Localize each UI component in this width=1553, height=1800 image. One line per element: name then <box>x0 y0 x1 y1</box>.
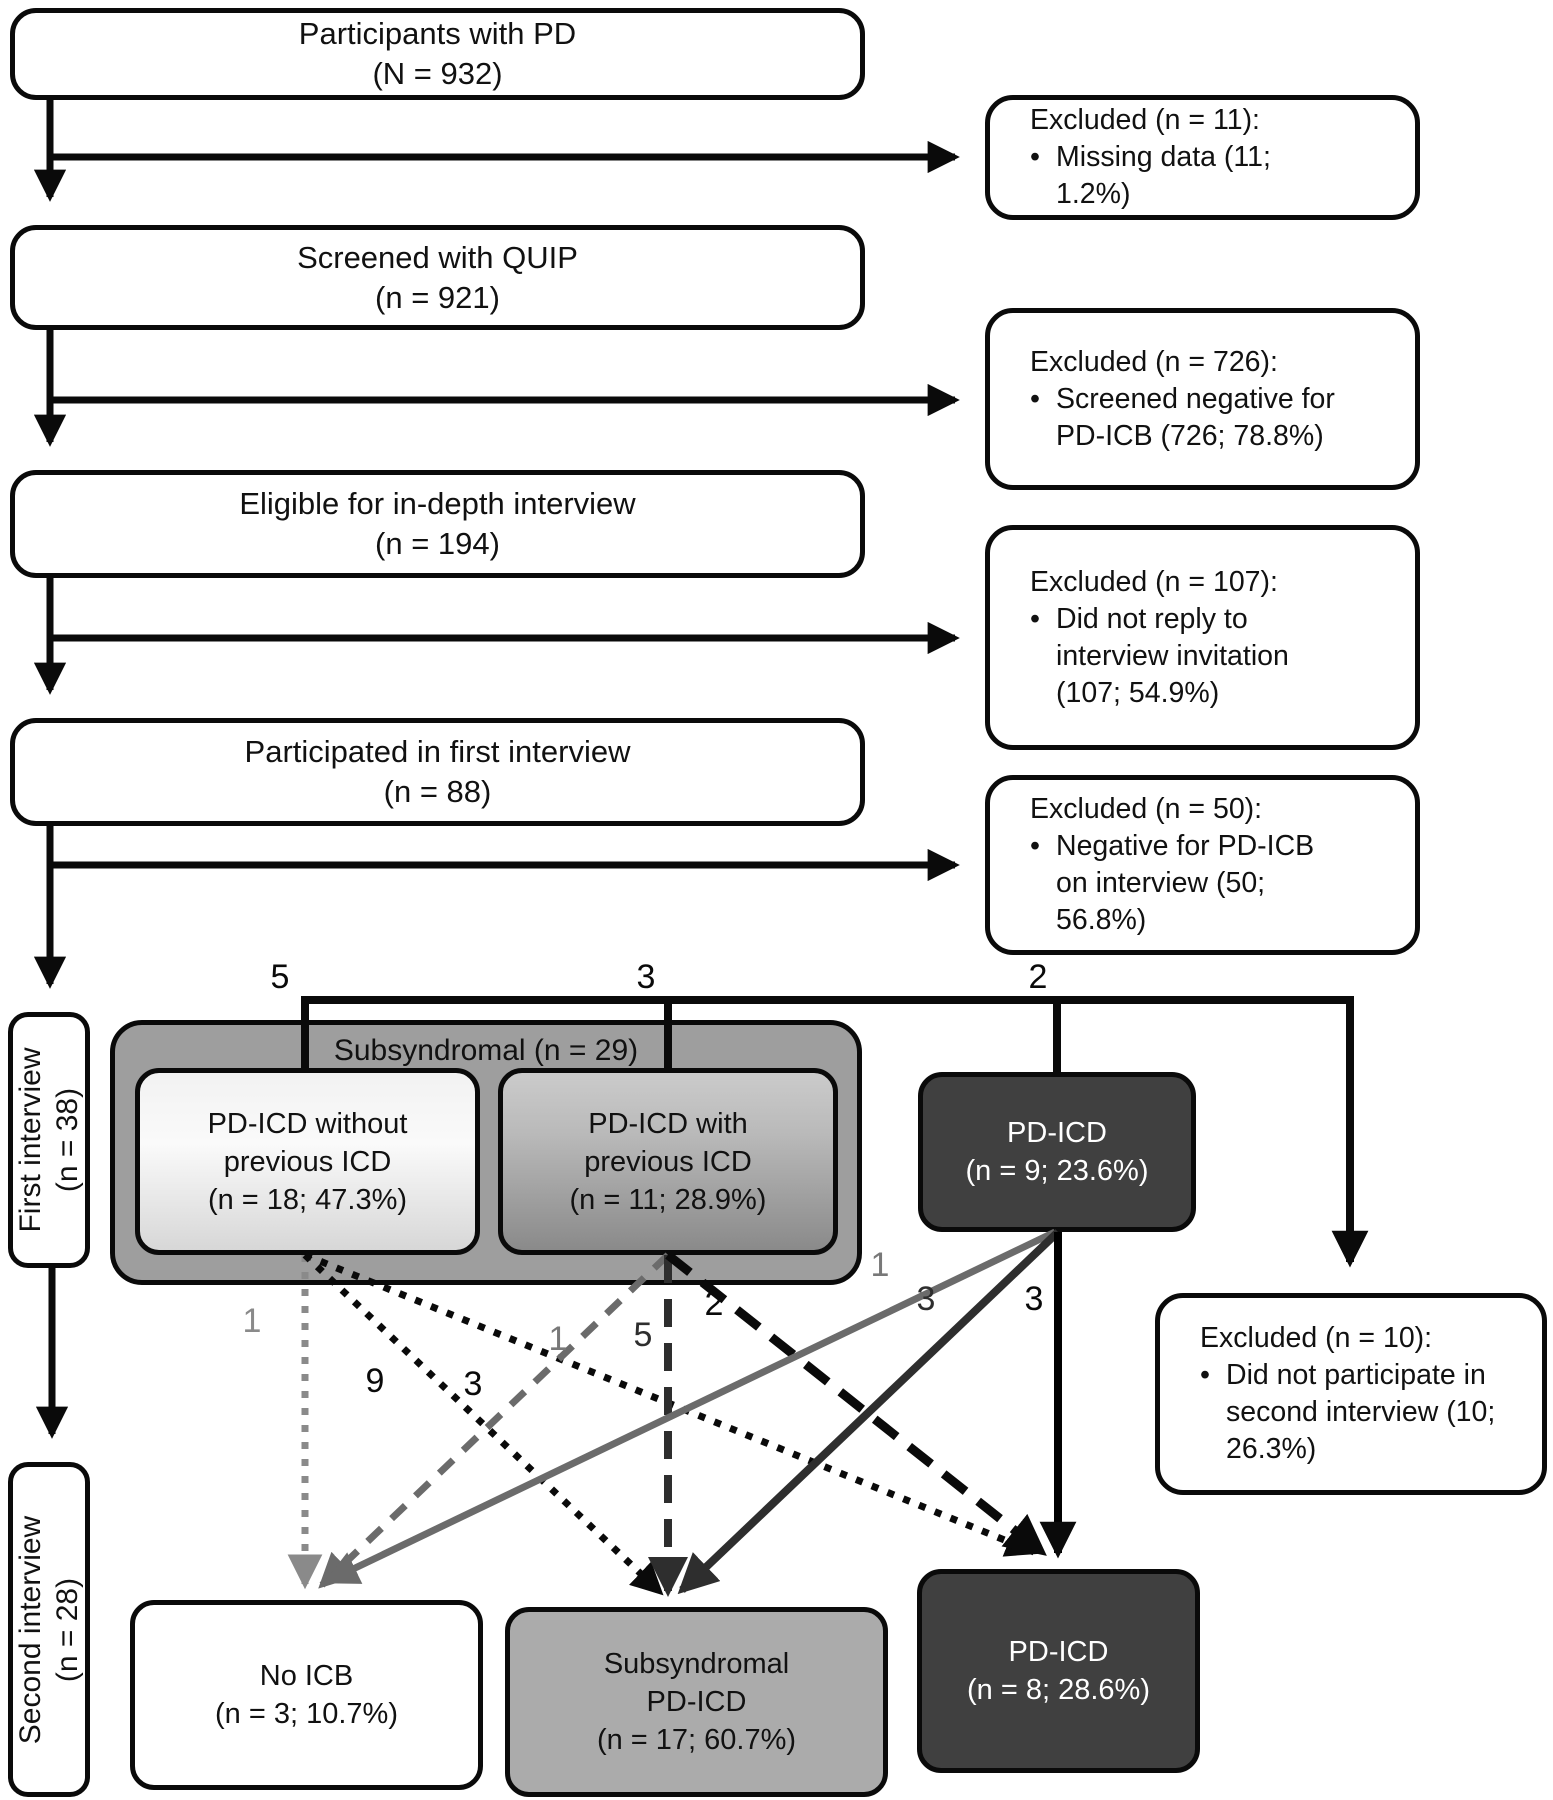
pdicd-with-line2: previous ICD <box>584 1145 752 1178</box>
excluded-3-title: Excluded (n = 107): <box>1030 565 1278 598</box>
bullet-icon: • <box>1030 141 1040 173</box>
sub2-line1: Subsyndromal <box>603 1648 790 1680</box>
tab-second-interview <box>8 1462 90 1797</box>
line-without-to-subsyndromal <box>305 1255 660 1592</box>
dropout-count-pdicd-without: 5 <box>270 958 290 996</box>
pdicd-with-line3: (n = 11; 28.9%) <box>569 1183 767 1216</box>
excluded-5-bullet-text: Did not participate in second interview (10; 26.3%) <box>1226 1359 1496 1465</box>
bullet-icon: • <box>1030 830 1040 862</box>
pdicd-without-line3: (n = 18; 47.3%) <box>207 1183 408 1216</box>
label-without-to-pdicd: 3 <box>463 1365 483 1403</box>
box-eligible-line2: (n = 194) <box>375 526 500 561</box>
box-first-interview-participated <box>10 718 865 826</box>
excluded-3-bullet-text: Did not reply to interview invitation (107; 54.9%) <box>1056 602 1289 709</box>
excluded-4-title: Excluded (n = 50): <box>1030 793 1263 825</box>
excluded-2-bullet-text: Screened negative for PD-ICB (726; 78.8%) <box>1056 382 1335 452</box>
excluded-1-title: Excluded (n = 11): <box>1030 104 1260 136</box>
label-pdicd-to-pdicd: 3 <box>1024 1280 1044 1318</box>
pdicd-first-line1: PD-ICD <box>1007 1117 1107 1149</box>
pdicd-without-line2: previous ICD <box>223 1145 392 1178</box>
pdicd-first-line2: (n = 9; 23.6%) <box>965 1155 1149 1187</box>
excluded-box-no-second-interview <box>1155 1293 1547 1495</box>
excluded-2-bullet-row <box>1030 381 1351 455</box>
bullet-icon: • <box>1030 382 1040 415</box>
line-with-to-pdicd <box>668 1255 1042 1552</box>
tab-first-interview-text <box>12 1047 86 1232</box>
bullet-icon: • <box>1200 1359 1210 1391</box>
dropout-count-pdicd: 2 <box>1028 958 1048 996</box>
pdicd-without-line1: PD-ICD without <box>207 1107 408 1140</box>
excluded-2-title: Excluded (n = 726): <box>1030 345 1278 378</box>
excluded-4-bullet-text: Negative for PD-ICB on interview (50; 56.8%) <box>1056 830 1315 936</box>
box-participants-with-pd <box>10 8 865 100</box>
excluded-1-bullet-row <box>1030 139 1351 213</box>
no-icb-line1: No ICB <box>259 1660 354 1692</box>
box-pdicd-without-previous-icd <box>135 1068 480 1255</box>
excluded-1-bullet-text: Missing data (11; 1.2%) <box>1056 141 1271 210</box>
excluded-3-bullet-row <box>1030 601 1351 712</box>
box-eligible-line1: Eligible for in-depth interview <box>239 486 636 521</box>
excluded-5-bullet-row <box>1200 1357 1502 1468</box>
box-pdicd-with-previous-icd <box>498 1068 838 1255</box>
label-without-to-noicb: 1 <box>242 1302 262 1340</box>
pdicd-with-line1: PD-ICD with <box>588 1107 748 1140</box>
dropout-count-pdicd-with: 3 <box>636 958 656 996</box>
box-eligible-interview <box>10 470 865 578</box>
label-without-to-subsyndromal: 9 <box>365 1362 385 1400</box>
box-screened-with-quip <box>10 225 865 330</box>
group-subsyndromal-label: Subsyndromal (n = 29) <box>333 1034 639 1067</box>
label-with-to-pdicd: 2 <box>704 1285 724 1323</box>
excluded-4-bullet-row <box>1030 828 1351 939</box>
box-participants-line2: (N = 932) <box>372 56 503 91</box>
bullet-icon: • <box>1030 602 1040 635</box>
tab-second-line2: (n = 28) <box>51 1577 84 1682</box>
tab-first-line1: First interview <box>14 1047 47 1233</box>
box-first-line1: Participated in first interview <box>244 734 631 769</box>
pdicd-second-line2: (n = 8; 28.6%) <box>967 1674 1150 1706</box>
line-without-to-pdicd <box>305 1255 1034 1552</box>
tab-second-line1: Second interview <box>14 1515 47 1744</box>
excluded-box-screened-negative <box>985 308 1420 490</box>
box-no-icb <box>130 1600 483 1790</box>
label-with-to-subsyndromal: 5 <box>633 1316 653 1354</box>
line-with-to-noicb <box>322 1255 668 1585</box>
box-participants-line1: Participants with PD <box>298 16 577 51</box>
box-screened-line1: Screened with QUIP <box>297 239 578 275</box>
line-pdicd-to-subsyndromal <box>682 1232 1058 1590</box>
box-pdicd-first-interview <box>918 1072 1196 1232</box>
pdicd-second-line1: PD-ICD <box>1008 1636 1109 1668</box>
box-screened-line2: (n = 921) <box>375 279 500 315</box>
no-icb-line2: (n = 3; 10.7%) <box>215 1698 398 1730</box>
excluded-box-negative-interview <box>985 775 1420 955</box>
label-pdicd-to-subsyndromal: 3 <box>916 1280 936 1318</box>
label-pdicd-to-noicb: 1 <box>870 1246 890 1284</box>
excluded-box-missing-data <box>985 95 1420 220</box>
tab-second-interview-text <box>12 1515 86 1743</box>
sub2-line3: (n = 17; 60.7%) <box>596 1724 797 1756</box>
sub2-line2: PD-ICD <box>646 1686 747 1718</box>
box-first-line2: (n = 88) <box>383 774 492 809</box>
excluded-box-no-reply <box>985 525 1420 750</box>
tab-first-interview <box>8 1012 90 1268</box>
label-with-to-noicb: 1 <box>548 1320 568 1358</box>
box-pdicd-second-interview <box>917 1569 1200 1773</box>
tab-first-line2: (n = 38) <box>51 1087 84 1193</box>
box-subsyndromal-second-interview <box>505 1607 888 1797</box>
excluded-5-title: Excluded (n = 10): <box>1200 1322 1433 1354</box>
